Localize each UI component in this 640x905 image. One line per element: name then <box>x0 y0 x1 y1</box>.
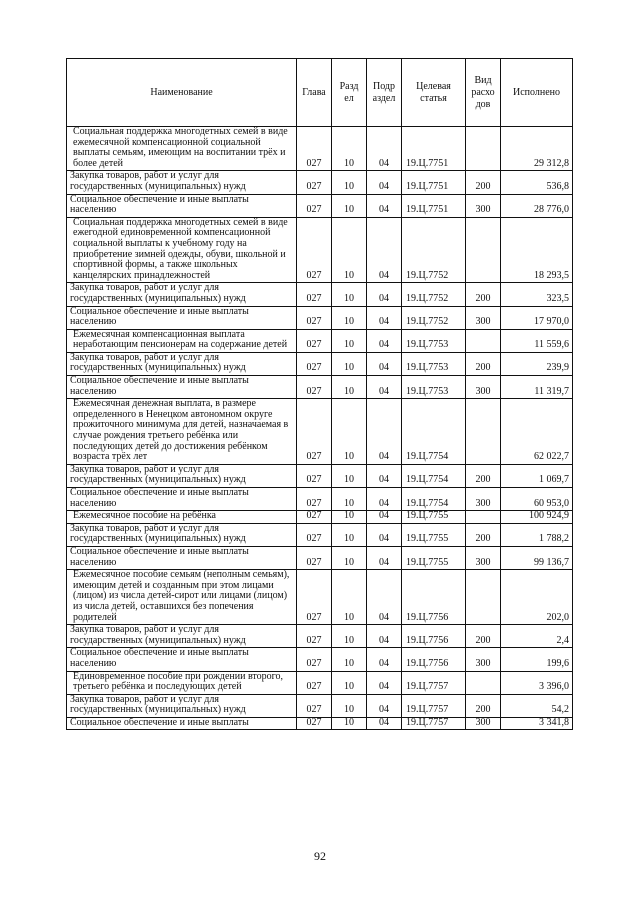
cell-sum: 239,9 <box>501 352 573 375</box>
cell-vid <box>466 329 501 352</box>
cell-vid: 200 <box>466 352 501 375</box>
cell-podrazdel: 04 <box>367 171 402 194</box>
cell-glava: 027 <box>297 625 332 648</box>
cell-vid: 200 <box>466 625 501 648</box>
cell-sum: 18 293,5 <box>501 217 573 283</box>
cell-sum: 3 341,8 <box>501 717 573 730</box>
table-row <box>67 717 573 730</box>
table-row <box>67 171 573 194</box>
cell-name: Закупка товаров, работ и услуг для государственных (муниципальных) нужд <box>67 625 297 648</box>
cell-sum: 1 069,7 <box>501 464 573 487</box>
cell-statya: 19.Ц.7755 <box>402 511 466 524</box>
cell-podrazdel: 04 <box>367 399 402 465</box>
cell-statya: 19.Ц.7751 <box>402 171 466 194</box>
header-glava: Глава <box>297 59 332 127</box>
cell-name: Закупка товаров, работ и услуг для государственных (муниципальных) нужд <box>67 352 297 375</box>
cell-podrazdel: 04 <box>367 671 402 694</box>
cell-razdel: 10 <box>332 546 367 569</box>
cell-statya: 19.Ц.7754 <box>402 399 466 465</box>
cell-statya: 19.Ц.7756 <box>402 648 466 671</box>
cell-glava: 027 <box>297 352 332 375</box>
cell-vid <box>466 671 501 694</box>
cell-statya: 19.Ц.7757 <box>402 717 466 730</box>
cell-podrazdel: 04 <box>367 376 402 399</box>
cell-vid: 300 <box>466 306 501 329</box>
cell-glava: 027 <box>297 523 332 546</box>
cell-vid <box>466 399 501 465</box>
cell-glava: 027 <box>297 648 332 671</box>
cell-razdel: 10 <box>332 306 367 329</box>
cell-name: Ежемесячное пособие на ребёнка <box>67 511 297 524</box>
cell-glava: 027 <box>297 217 332 283</box>
cell-podrazdel: 04 <box>367 717 402 730</box>
cell-razdel: 10 <box>332 376 367 399</box>
cell-statya: 19.Ц.7753 <box>402 329 466 352</box>
cell-sum: 17 970,0 <box>501 306 573 329</box>
cell-vid <box>466 127 501 171</box>
cell-glava: 027 <box>297 171 332 194</box>
cell-sum: 60 953,0 <box>501 488 573 511</box>
cell-statya: 19.Ц.7755 <box>402 546 466 569</box>
table-row <box>67 464 573 487</box>
cell-statya: 19.Ц.7752 <box>402 283 466 306</box>
cell-razdel: 10 <box>332 399 367 465</box>
cell-glava: 027 <box>297 283 332 306</box>
cell-vid: 200 <box>466 171 501 194</box>
cell-podrazdel: 04 <box>367 523 402 546</box>
header-ispolneno: Исполнено <box>501 59 573 127</box>
cell-podrazdel: 04 <box>367 217 402 283</box>
cell-sum: 62 022,7 <box>501 399 573 465</box>
table-row <box>67 546 573 569</box>
cell-glava: 027 <box>297 671 332 694</box>
cell-name: Социальное обеспечение и иные выплаты <box>67 717 297 730</box>
cell-glava: 027 <box>297 194 332 217</box>
cell-statya: 19.Ц.7756 <box>402 570 466 625</box>
cell-sum: 54,2 <box>501 694 573 717</box>
cell-podrazdel: 04 <box>367 511 402 524</box>
cell-vid: 300 <box>466 648 501 671</box>
cell-vid: 200 <box>466 523 501 546</box>
table-header <box>67 59 573 127</box>
cell-razdel: 10 <box>332 717 367 730</box>
cell-podrazdel: 04 <box>367 352 402 375</box>
cell-name: Социальное обеспечение и иные выплаты населению <box>67 648 297 671</box>
table-row <box>67 671 573 694</box>
cell-razdel: 10 <box>332 523 367 546</box>
cell-name: Закупка товаров, работ и услуг для государственных (муниципальных) нужд <box>67 694 297 717</box>
cell-sum: 100 924,9 <box>501 511 573 524</box>
cell-vid <box>466 570 501 625</box>
page-number: 92 <box>314 849 326 863</box>
cell-name: Ежемесячное пособие семьям (неполным семьям), имеющим детей и созданным при этом лицами (лицом) из числа детей-сирот или лицами (лицом) из числа детей, оставшихся без попечения родителей <box>67 570 297 625</box>
cell-razdel: 10 <box>332 217 367 283</box>
table-row <box>67 283 573 306</box>
cell-sum: 11 559,6 <box>501 329 573 352</box>
cell-statya: 19.Ц.7753 <box>402 352 466 375</box>
table-body <box>67 127 573 730</box>
cell-name: Закупка товаров, работ и услуг для государственных (муниципальных) нужд <box>67 283 297 306</box>
cell-razdel: 10 <box>332 127 367 171</box>
cell-name: Социальная поддержка многодетных семей в виде ежегодной единовременной компенсационной социальной выплаты к учебному году на приобретение зимней одежды, обуви, школьной и спортивной формы, а также школьных канцелярских принадлежностей <box>67 217 297 283</box>
table-row <box>67 194 573 217</box>
header-podrazdel: Подр аздел <box>367 59 402 127</box>
cell-glava: 027 <box>297 306 332 329</box>
budget-table <box>66 58 573 730</box>
cell-razdel: 10 <box>332 488 367 511</box>
cell-razdel: 10 <box>332 511 367 524</box>
table-row <box>67 352 573 375</box>
cell-name: Закупка товаров, работ и услуг для государственных (муниципальных) нужд <box>67 523 297 546</box>
cell-sum: 3 396,0 <box>501 671 573 694</box>
cell-statya: 19.Ц.7752 <box>402 306 466 329</box>
cell-sum: 323,5 <box>501 283 573 306</box>
table-row <box>67 306 573 329</box>
header-name: Наименование <box>67 59 297 127</box>
header-statya: Целевая статья <box>402 59 466 127</box>
cell-glava: 027 <box>297 488 332 511</box>
cell-statya: 19.Ц.7755 <box>402 523 466 546</box>
table-row <box>67 329 573 352</box>
cell-glava: 027 <box>297 546 332 569</box>
cell-statya: 19.Ц.7751 <box>402 127 466 171</box>
table-row <box>67 648 573 671</box>
header-row <box>67 59 573 127</box>
cell-podrazdel: 04 <box>367 329 402 352</box>
cell-name: Закупка товаров, работ и услуг для государственных (муниципальных) нужд <box>67 464 297 487</box>
table-row <box>67 127 573 171</box>
cell-vid <box>466 217 501 283</box>
cell-podrazdel: 04 <box>367 625 402 648</box>
table-row <box>67 625 573 648</box>
header-razdel: Разд ел <box>332 59 367 127</box>
table-row <box>67 570 573 625</box>
cell-razdel: 10 <box>332 625 367 648</box>
cell-statya: 19.Ц.7751 <box>402 194 466 217</box>
cell-sum: 199,6 <box>501 648 573 671</box>
cell-razdel: 10 <box>332 694 367 717</box>
table-row <box>67 488 573 511</box>
cell-vid: 200 <box>466 283 501 306</box>
cell-glava: 027 <box>297 511 332 524</box>
table-row <box>67 511 573 524</box>
cell-name: Социальное обеспечение и иные выплаты населению <box>67 488 297 511</box>
cell-statya: 19.Ц.7752 <box>402 217 466 283</box>
cell-podrazdel: 04 <box>367 694 402 717</box>
cell-name: Социальное обеспечение и иные выплаты населению <box>67 194 297 217</box>
cell-name: Социальное обеспечение и иные выплаты населению <box>67 306 297 329</box>
cell-razdel: 10 <box>332 194 367 217</box>
cell-statya: 19.Ц.7756 <box>402 625 466 648</box>
cell-vid: 200 <box>466 464 501 487</box>
cell-sum: 29 312,8 <box>501 127 573 171</box>
cell-vid: 300 <box>466 194 501 217</box>
cell-sum: 11 319,7 <box>501 376 573 399</box>
cell-razdel: 10 <box>332 570 367 625</box>
cell-podrazdel: 04 <box>367 306 402 329</box>
cell-razdel: 10 <box>332 171 367 194</box>
cell-glava: 027 <box>297 464 332 487</box>
cell-vid: 200 <box>466 694 501 717</box>
table-row <box>67 217 573 283</box>
cell-vid: 300 <box>466 376 501 399</box>
cell-podrazdel: 04 <box>367 464 402 487</box>
cell-podrazdel: 04 <box>367 570 402 625</box>
cell-razdel: 10 <box>332 464 367 487</box>
cell-name: Социальное обеспечение и иные выплаты населению <box>67 546 297 569</box>
cell-statya: 19.Ц.7754 <box>402 464 466 487</box>
cell-glava: 027 <box>297 399 332 465</box>
header-vid: Вид расхо дов <box>466 59 501 127</box>
cell-razdel: 10 <box>332 329 367 352</box>
cell-name: Единовременное пособие при рождении второго, третьего ребёнка и последующих детей <box>67 671 297 694</box>
cell-podrazdel: 04 <box>367 648 402 671</box>
cell-glava: 027 <box>297 329 332 352</box>
cell-glava: 027 <box>297 717 332 730</box>
cell-glava: 027 <box>297 694 332 717</box>
cell-podrazdel: 04 <box>367 546 402 569</box>
cell-name: Закупка товаров, работ и услуг для государственных (муниципальных) нужд <box>67 171 297 194</box>
table-row <box>67 399 573 465</box>
cell-statya: 19.Ц.7754 <box>402 488 466 511</box>
cell-vid: 300 <box>466 488 501 511</box>
cell-vid <box>466 511 501 524</box>
table-row <box>67 376 573 399</box>
cell-glava: 027 <box>297 376 332 399</box>
cell-razdel: 10 <box>332 352 367 375</box>
cell-podrazdel: 04 <box>367 194 402 217</box>
cell-razdel: 10 <box>332 283 367 306</box>
cell-podrazdel: 04 <box>367 283 402 306</box>
cell-sum: 536,8 <box>501 171 573 194</box>
table-row <box>67 523 573 546</box>
cell-glava: 027 <box>297 570 332 625</box>
cell-podrazdel: 04 <box>367 488 402 511</box>
cell-sum: 28 776,0 <box>501 194 573 217</box>
cell-glava: 027 <box>297 127 332 171</box>
cell-razdel: 10 <box>332 671 367 694</box>
cell-podrazdel: 04 <box>367 127 402 171</box>
cell-razdel: 10 <box>332 648 367 671</box>
cell-statya: 19.Ц.7753 <box>402 376 466 399</box>
cell-name: Ежемесячная компенсационная выплата неработающим пенсионерам на содержание детей <box>67 329 297 352</box>
cell-statya: 19.Ц.7757 <box>402 671 466 694</box>
cell-vid: 300 <box>466 546 501 569</box>
cell-name: Социальная поддержка многодетных семей в виде ежемесячной компенсационной социальной выплаты семьям, имеющим на воспитании трёх и более детей <box>67 127 297 171</box>
cell-vid: 300 <box>466 717 501 730</box>
cell-name: Социальное обеспечение и иные выплаты населению <box>67 376 297 399</box>
cell-sum: 1 788,2 <box>501 523 573 546</box>
cell-name: Ежемесячная денежная выплата, в размере определенного в Ненецком автономном округе прожиточного минимума для детей, назначаемая в случае рождения третьего ребёнка или последующих детей до достижения ребёнком возраста трёх лет <box>67 399 297 465</box>
table-row <box>67 694 573 717</box>
cell-sum: 99 136,7 <box>501 546 573 569</box>
cell-sum: 2,4 <box>501 625 573 648</box>
cell-statya: 19.Ц.7757 <box>402 694 466 717</box>
cell-sum: 202,0 <box>501 570 573 625</box>
